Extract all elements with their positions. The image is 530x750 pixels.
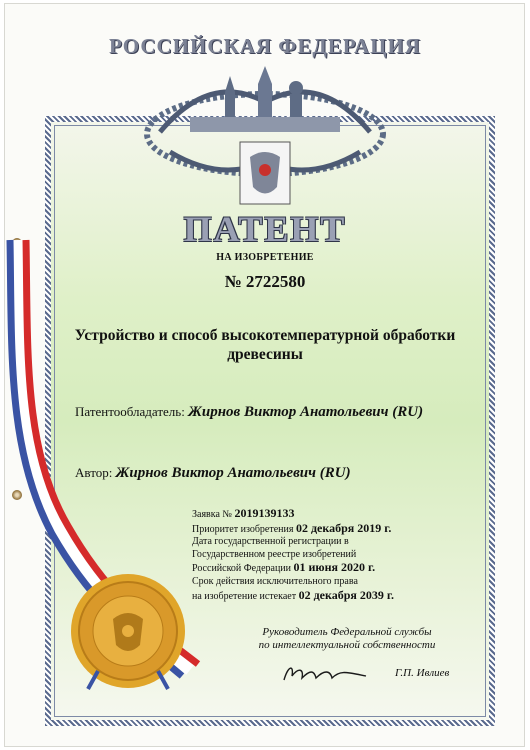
- state-reg-row: [192, 561, 394, 576]
- validity-line2: на изобретение истекает: [192, 590, 297, 602]
- state-reg-line3: Российской Федерации: [192, 563, 292, 575]
- validity-line1: Срок действия исключительного права: [192, 575, 358, 587]
- role-line1: Руководитель Федеральной службы: [262, 626, 432, 638]
- application-row: [192, 507, 394, 522]
- invention-title: Устройство и способ высокотемпературной обработки древесины: [74, 327, 456, 363]
- author-label: Автор:: [75, 465, 113, 480]
- state-reg-line2: Государственном реестре изобретений: [192, 548, 357, 560]
- author: [75, 465, 351, 482]
- priority-row: [192, 522, 394, 537]
- author-value: Жирнов Виктор Анатольевич (RU): [115, 465, 351, 481]
- signatory-role: [252, 626, 442, 652]
- validity-row: [192, 589, 394, 604]
- handwritten-signature: [280, 662, 370, 686]
- kremlin-emblem: [130, 62, 400, 212]
- patent-number: № 2722580: [224, 272, 306, 291]
- holder-value: Жирнов Виктор Анатольевич (RU): [188, 404, 424, 420]
- state-reg-date: 01 июня 2020 г.: [293, 560, 376, 575]
- official-seal: [68, 571, 188, 691]
- priority-date: 02 декабря 2019 г.: [295, 520, 392, 535]
- registration-details: [192, 507, 394, 603]
- state-reg-line1: Дата государственной регистрации в: [192, 536, 349, 548]
- priority-label: Приоритет изобретения: [192, 523, 294, 535]
- role-line2: по интеллектуальной собственности: [258, 639, 436, 651]
- application-label: Заявка №: [192, 509, 232, 520]
- patent-word: ПАТЕНТ: [183, 209, 347, 249]
- patent-subtitle: НА ИЗОБРЕТЕНИЕ: [216, 252, 314, 263]
- validity-date: 02 декабря 2039 г.: [298, 587, 394, 602]
- holder-label: Патентообладатель:: [75, 404, 185, 419]
- signatory-name: Г.П. Ивлиев: [395, 667, 450, 679]
- application-number: 2019139133: [234, 506, 295, 520]
- country-heading: РОССИЙСКАЯ ФЕДЕРАЦИЯ: [109, 34, 421, 58]
- patent-holder: [75, 404, 423, 421]
